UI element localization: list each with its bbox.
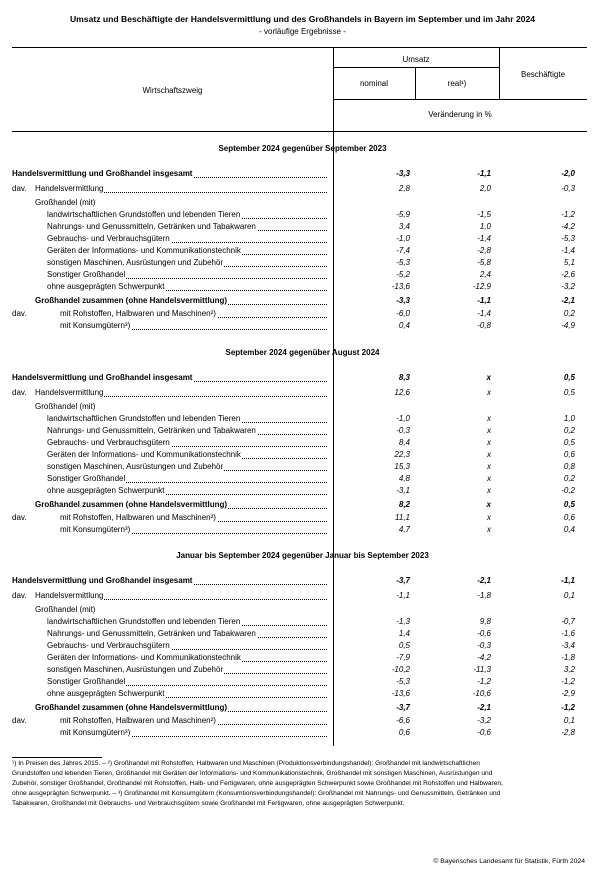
table-row — [0, 604, 605, 615]
value-nominal: -1,3 — [396, 617, 410, 626]
table-row — [0, 372, 605, 383]
value-real: -1,1 — [477, 169, 491, 178]
row-label: mit Konsumgütern³) — [60, 728, 131, 737]
value-employees: 0,2 — [563, 426, 575, 435]
value-real: x — [487, 414, 491, 423]
value-real: -1,4 — [477, 309, 491, 318]
value-nominal: -10,2 — [391, 665, 410, 674]
row-label: Nahrungs- und Genussmitteln, Getränken und Tabakwaren — [47, 629, 256, 638]
table-row — [0, 727, 605, 738]
footnote-line: ¹) In Preisen des Jahres 2015. – ²) Großhandel mit Rohstoffen, Halbwaren und Maschinen (Produktionsverbindungshandel): Großhandel mit landwirtschaftlichen — [12, 760, 480, 767]
value-real: -12,9 — [472, 282, 491, 291]
row-label: Großhandel (mit) — [35, 402, 96, 411]
value-nominal: -13,6 — [391, 282, 410, 291]
table-row — [0, 512, 605, 523]
value-nominal: 1,4 — [398, 629, 410, 638]
value-real: 1,0 — [479, 222, 491, 231]
value-real: 2,0 — [479, 184, 491, 193]
footnote-rule — [12, 757, 102, 758]
table-row — [0, 295, 605, 306]
row-label: Großhandel (mit) — [35, 605, 96, 614]
value-real: -3,2 — [477, 716, 491, 725]
value-employees: -0,2 — [561, 486, 575, 495]
value-employees: -4,2 — [561, 222, 575, 231]
row-label: Gebrauchs- und Verbrauchsgütern — [47, 641, 170, 650]
row-label: Handelsvermittlung — [35, 388, 104, 397]
value-employees: 0,5 — [563, 438, 575, 447]
value-nominal: 8,4 — [398, 438, 410, 447]
table-row — [0, 590, 605, 601]
table-row — [0, 485, 605, 496]
value-employees: 0,5 — [563, 373, 575, 382]
row-label: landwirtschaftlichen Grundstoffen und lebenden Tieren — [47, 210, 241, 219]
row-label: Sonstiger Großhandel — [47, 677, 126, 686]
value-nominal: -3,7 — [396, 703, 410, 712]
value-real: x — [487, 388, 491, 397]
row-label: sonstigen Maschinen, Ausrüstungen und Zubehör — [47, 665, 224, 674]
row-label: landwirtschaftlichen Grundstoffen und lebenden Tieren — [47, 617, 241, 626]
table-row — [0, 524, 605, 535]
value-employees: 0,4 — [563, 525, 575, 534]
value-nominal: -5,9 — [396, 210, 410, 219]
table-row — [0, 664, 605, 675]
table-row — [0, 437, 605, 448]
value-nominal: -7,4 — [396, 246, 410, 255]
table-row — [0, 245, 605, 256]
value-nominal: 0,5 — [398, 641, 410, 650]
value-nominal: 0,6 — [398, 728, 410, 737]
value-real: x — [487, 462, 491, 471]
row-prefix: dav. — [12, 309, 27, 318]
table-row — [0, 461, 605, 472]
value-employees: 5,1 — [563, 258, 575, 267]
row-label: ohne ausgeprägten Schwerpunkt — [47, 689, 165, 698]
value-real: -1,5 — [477, 210, 491, 219]
value-employees: 0,2 — [563, 309, 575, 318]
value-real: x — [487, 525, 491, 534]
value-nominal: -5,3 — [396, 258, 410, 267]
row-label: Großhandel (mit) — [35, 198, 96, 207]
value-nominal: -0,3 — [396, 426, 410, 435]
table-row — [0, 676, 605, 687]
value-nominal: -3,1 — [396, 486, 410, 495]
table-row — [0, 269, 605, 280]
table-row — [0, 652, 605, 663]
value-real: x — [487, 450, 491, 459]
value-nominal: 3,4 — [398, 222, 410, 231]
row-label: Handelsvermittlung und Großhandel insgesamt — [12, 576, 193, 585]
value-nominal: -3,7 — [396, 576, 410, 585]
row-label: ohne ausgeprägten Schwerpunkt — [47, 486, 165, 495]
value-employees: -5,3 — [561, 234, 575, 243]
value-employees: -1,2 — [561, 703, 575, 712]
table-row — [0, 628, 605, 639]
footnote-line: Grundstoffen und lebenden Tieren, Großhandel mit Geräten der Informations- und Kommunikationstechnik, Großhandel mit sonstigen Maschinen, Ausrüstungen und — [12, 770, 493, 777]
value-real: x — [487, 438, 491, 447]
value-employees: -1,2 — [561, 210, 575, 219]
value-employees: 0,5 — [563, 500, 575, 509]
row-label: Großhandel zusammen (ohne Handelsvermittlung) — [35, 703, 228, 712]
value-nominal: -1,0 — [396, 234, 410, 243]
row-label: Geräten der Informations- und Kommunikationstechnik — [47, 450, 241, 459]
value-employees: 0,1 — [563, 716, 575, 725]
value-nominal: 8,3 — [398, 373, 410, 382]
value-employees: -4,9 — [561, 321, 575, 330]
value-nominal: 12,6 — [394, 388, 410, 397]
value-employees: -2,6 — [561, 270, 575, 279]
value-nominal: 8,2 — [398, 500, 410, 509]
value-employees: 0,6 — [563, 513, 575, 522]
table-row — [0, 575, 605, 586]
value-employees: 0,2 — [563, 474, 575, 483]
row-label: mit Rohstoffen, Halbwaren und Maschinen²) — [60, 309, 216, 318]
table-row — [0, 281, 605, 292]
value-real: x — [487, 513, 491, 522]
value-real: -0,8 — [477, 321, 491, 330]
value-employees: -0,3 — [561, 184, 575, 193]
row-label: Sonstiger Großhandel — [47, 474, 126, 483]
value-real: -0,6 — [477, 728, 491, 737]
value-nominal: 4,7 — [398, 525, 410, 534]
row-label: Sonstiger Großhandel — [47, 270, 126, 279]
row-label: Handelsvermittlung und Großhandel insgesamt — [12, 373, 193, 382]
value-employees: 0,8 — [563, 462, 575, 471]
value-real: x — [486, 500, 491, 509]
row-label: Großhandel zusammen (ohne Handelsvermittlung) — [35, 500, 228, 509]
row-label: Handelsvermittlung — [35, 184, 104, 193]
value-real: 9,8 — [479, 617, 491, 626]
row-label: Handelsvermittlung und Großhandel insgesamt — [12, 169, 193, 178]
row-label: sonstigen Maschinen, Ausrüstungen und Zubehör — [47, 258, 224, 267]
value-employees: -3,2 — [561, 282, 575, 291]
row-label: Großhandel zusammen (ohne Handelsvermittlung) — [35, 296, 228, 305]
value-real: -11,3 — [473, 665, 491, 674]
value-nominal: -5,2 — [396, 270, 410, 279]
value-employees: -1,1 — [561, 576, 575, 585]
row-label: ohne ausgeprägten Schwerpunkt — [47, 282, 165, 291]
value-nominal: -6,0 — [396, 309, 410, 318]
value-real: -1,2 — [477, 677, 491, 686]
table-row — [0, 640, 605, 651]
value-nominal: -13,6 — [391, 689, 410, 698]
table-row — [0, 473, 605, 484]
value-nominal: 22,3 — [394, 450, 410, 459]
table-row — [0, 702, 605, 713]
value-employees: 0,1 — [563, 591, 575, 600]
table-row — [0, 401, 605, 412]
value-employees: 0,5 — [563, 388, 575, 397]
section-title: September 2024 gegenüber September 2023 — [218, 144, 387, 153]
page-subtitle: - vorläufige Ergebnisse - — [259, 27, 346, 36]
value-employees: -3,4 — [561, 641, 575, 650]
row-label: Handelsvermittlung — [35, 591, 104, 600]
value-employees: -2,8 — [561, 728, 575, 737]
value-real: x — [486, 373, 491, 382]
table-row — [0, 233, 605, 244]
value-real: -1,1 — [477, 296, 491, 305]
value-real: 2,4 — [479, 270, 491, 279]
value-real: -1,8 — [477, 591, 491, 600]
header-branch: Wirtschaftszweig — [142, 86, 203, 95]
row-label: Nahrungs- und Genussmitteln, Getränken und Tabakwaren — [47, 426, 256, 435]
table-row — [0, 308, 605, 319]
value-employees: -1,4 — [561, 246, 575, 255]
row-label: mit Konsumgütern³) — [60, 321, 131, 330]
value-real: -4,2 — [477, 653, 491, 662]
section-title: Januar bis September 2024 gegenüber Januar bis September 2023 — [176, 551, 429, 560]
value-nominal: 15,3 — [394, 462, 410, 471]
value-employees: -1,2 — [561, 677, 575, 686]
header-employees: Beschäftigte — [520, 70, 566, 79]
table-row — [0, 197, 605, 208]
row-label: Nahrungs- und Genussmitteln, Getränken und Tabakwaren — [47, 222, 256, 231]
header-real: real¹) — [447, 79, 467, 88]
value-employees: -2,9 — [561, 689, 575, 698]
table-row — [0, 209, 605, 220]
value-real: -2,1 — [477, 576, 491, 585]
value-employees: 0,6 — [563, 450, 575, 459]
row-label: mit Rohstoffen, Halbwaren und Maschinen²) — [60, 513, 216, 522]
page-title: Umsatz und Beschäftigte der Handelsvermittlung und des Großhandels in Bayern im September und im Jahr 2024 — [69, 14, 536, 24]
value-real: -2,1 — [477, 703, 491, 712]
value-real: x — [487, 486, 491, 495]
value-employees: -1,8 — [561, 653, 575, 662]
value-nominal: -1,0 — [396, 414, 410, 423]
section-title: September 2024 gegenüber August 2024 — [225, 348, 380, 357]
value-real: -0,3 — [477, 641, 491, 650]
value-nominal: 11,1 — [395, 513, 410, 522]
copyright: © Bayerisches Landesamt für Statistik, Fürth 2024 — [433, 858, 585, 865]
value-real: -0,6 — [477, 629, 491, 638]
value-employees: -2,1 — [561, 296, 575, 305]
value-nominal: -5,3 — [396, 677, 410, 686]
value-real: -1,4 — [477, 234, 491, 243]
value-employees: -1,6 — [561, 629, 575, 638]
value-employees: 3,2 — [563, 665, 575, 674]
table-row — [0, 499, 605, 510]
value-nominal: -6,6 — [396, 716, 410, 725]
row-label: sonstigen Maschinen, Ausrüstungen und Zubehör — [47, 462, 224, 471]
row-prefix: dav. — [12, 388, 27, 397]
table-row — [0, 168, 605, 179]
row-prefix: dav. — [12, 513, 27, 522]
value-real: -2,8 — [477, 246, 491, 255]
table-row — [0, 715, 605, 726]
value-nominal: -3,3 — [396, 169, 410, 178]
table-row — [0, 257, 605, 268]
value-employees: 1,0 — [563, 414, 575, 423]
value-nominal: 2,8 — [398, 184, 410, 193]
row-prefix: dav. — [12, 184, 27, 193]
table-row — [0, 413, 605, 424]
row-label: mit Rohstoffen, Halbwaren und Maschinen²) — [60, 716, 216, 725]
row-label: Gebrauchs- und Verbrauchsgütern — [47, 234, 170, 243]
value-real: x — [487, 474, 491, 483]
row-label: mit Konsumgütern³) — [60, 525, 131, 534]
table-row — [0, 616, 605, 627]
value-nominal: -7,9 — [396, 653, 410, 662]
value-employees: -0,7 — [561, 617, 575, 626]
value-real: -10,6 — [472, 689, 491, 698]
row-label: landwirtschaftlichen Grundstoffen und lebenden Tieren — [47, 414, 241, 423]
table-row — [0, 387, 605, 398]
value-real: x — [487, 426, 491, 435]
value-nominal: -1,1 — [396, 591, 410, 600]
footnote-line: Zubehör, sonstiger Großhandel, Großhandel mit Rohstoffen, Halb- und Fertigwaren, ohne ausgeprägten Schwerpunkt sowie Großhandel mit Rohstoffen und Halbwaren, — [12, 780, 503, 787]
table-row — [0, 449, 605, 460]
table-row — [0, 221, 605, 232]
row-label: Geräten der Informations- und Kommunikationstechnik — [47, 653, 241, 662]
table-row — [0, 183, 605, 194]
value-real: -5,8 — [477, 258, 491, 267]
row-label: Gebrauchs- und Verbrauchsgütern — [47, 438, 170, 447]
row-prefix: dav. — [12, 591, 27, 600]
value-employees: -2,0 — [561, 169, 575, 178]
table-row — [0, 320, 605, 331]
footnote-line: ohne ausgeprägten Schwerpunkt. – ³) Großhandel mit Konsumgütern (Konsumtionsverbindungshandel): Großhandel mit Nahrungs- und Genussmitteln, Getränken und — [12, 790, 501, 797]
value-nominal: 0,4 — [398, 321, 410, 330]
row-prefix: dav. — [12, 716, 27, 725]
table-row — [0, 688, 605, 699]
footnote-line: Tabakwaren, Großhandel mit Gebrauchs- und Verbrauchsgütern sowie Großhandel mit Fertigwaren, ohne ausgeprägten Schwerpunkt. — [12, 800, 405, 807]
header-umsatz: Umsatz — [402, 55, 430, 64]
value-nominal: -3,3 — [396, 296, 410, 305]
header-nominal: nominal — [359, 79, 388, 88]
header-change: Veränderung in % — [428, 110, 492, 119]
row-label: Geräten der Informations- und Kommunikationstechnik — [47, 246, 241, 255]
value-nominal: 4,8 — [398, 474, 410, 483]
table-row — [0, 425, 605, 436]
